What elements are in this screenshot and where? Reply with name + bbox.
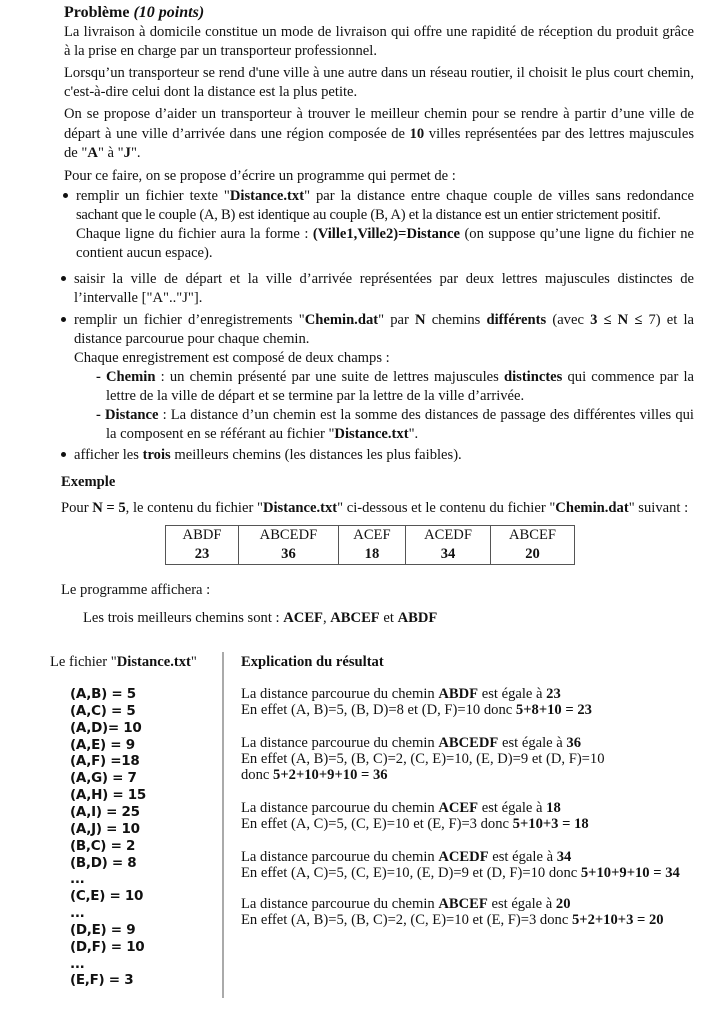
field-name: Chemin [106,369,156,385]
explanation-detail [241,865,680,881]
text: est égale à [487,896,556,912]
explanation-summary [241,735,581,751]
bullet-icon [61,276,66,281]
emphasis: distinctes [503,369,563,385]
field-distance-line1 [96,406,694,424]
ellipsis-line: ... [70,905,85,922]
ellipsis-line: ... [70,955,85,972]
text: et [379,610,398,626]
explanation-heading: Explication du résultat [241,654,384,670]
output-line [83,609,437,627]
distance-line: (B,D) = 8 [70,854,137,871]
distance-line: (A,G) = 7 [70,770,137,787]
text: est égale à [478,686,547,702]
text: afficher les [74,447,143,463]
sum-formula: 5+2+10+3 = 20 [571,912,664,928]
table-row [166,526,575,565]
best-path-3: ABDF [397,610,438,626]
filename: Chemin.dat [304,312,379,328]
text: est égale à [498,735,567,751]
table-cell [406,526,491,565]
text: qui commence par la [562,369,694,385]
distance-line: (A,F) =18 [70,753,140,770]
table-cell [338,526,405,565]
path-name: ACEDF [438,849,489,865]
text: Chaque ligne du fichier aura la forme : [76,226,313,242]
bullet3-line2: distance parcourue pour chaque chemin. [74,331,310,347]
chemin-value: ACEF [353,527,391,543]
explanation-summary [241,896,570,912]
intro-p2-line1: Lorsqu’un transporteur se rend d'une ville à une autre dans un réseau routier, il choisit le plus court chemin, [64,65,694,81]
filename: Distance.txt [116,654,191,670]
chemin-value: ABCEDF [259,527,318,543]
distance-value: 18 [364,546,380,562]
explanation-summary [241,800,561,816]
bullet4-line1 [74,446,462,464]
text: La distance parcourue du chemin [241,849,439,865]
example-intro [61,499,688,517]
line-format: (Ville1,Ville2)=Distance [312,226,460,242]
city-count: 10 [409,126,425,142]
column-divider [222,652,224,998]
distance-line: (A,I) = 25 [70,803,140,820]
distance-line: (A,D)= 10 [70,719,142,736]
explanation-summary [241,849,571,865]
text: départ à une ville d’arrivée dans une région composée de [64,126,410,142]
text: 7) et la [642,312,695,328]
sum-formula: 5+10+3 = 18 [512,816,589,832]
problem-title [64,4,204,22]
filename: Distance.txt [262,500,338,516]
distance-line: (D,F) = 10 [70,938,145,955]
distance-value: 36 [281,546,296,562]
chemin-table [165,525,575,565]
path-total: 34 [556,849,572,865]
bullet2-line1: saisir la ville de départ et la ville d’arrivée représentées par deux lettres majuscules distinctes de [74,271,694,287]
distance-line: (A,E) = 9 [70,736,135,753]
path-total: 18 [546,800,561,816]
letter-a: A [87,145,98,161]
path-name: ACEF [438,800,479,816]
text: " suivant : [628,500,689,516]
text: La distance parcourue du chemin [241,800,439,816]
bullet3-line3: Chaque enregistrement est composé de deux champs : [74,350,390,366]
text: meilleurs chemins (les distances les plus faibles). [170,447,462,463]
text: ". [408,426,419,442]
explanation-detail [241,767,388,783]
intro-p3-line2 [64,125,694,143]
sum-formula: 5+10+9+10 = 34 [580,865,680,881]
n-value: N = 5 [92,500,126,516]
path-total: 23 [546,686,561,702]
intro-p4: Pour ce faire, on se propose d’écrire un programme qui permet de : [64,168,456,184]
distance-value: 23 [194,546,210,562]
chemin-value: ABDF [182,527,222,543]
distance-value: 34 [440,546,456,562]
text: La distance parcourue du chemin [241,735,439,751]
bullet-icon [61,452,66,457]
explanation-summary [241,686,561,702]
text: " par [378,312,415,328]
text: , le contenu du fichier " [125,500,263,516]
path-total: 36 [566,735,582,751]
path-name: ABDF [438,686,479,702]
bullet2-line2: l’intervalle ["A".."J"]. [74,290,203,306]
bullet1-line1 [76,187,694,205]
text: La distance parcourue du chemin [241,686,439,702]
detail-text: En effet (A, C)=5, (C, E)=10, (E, D)=9 et (D, F)=10 donc [241,865,581,881]
field-distance-line2 [106,425,418,443]
chemin-value: ACEDF [424,527,472,543]
intro-p1-line1: La livraison à domicile constitue un mode de livraison qui offre une rapidité de réception du produit grâce [64,24,694,40]
example-heading: Exemple [61,474,116,490]
text: la composent en se référant au fichier " [106,426,335,442]
distance-line: (A,C) = 5 [70,702,136,719]
text: remplir un fichier texte " [76,188,230,204]
distance-line: (B,C) = 2 [70,837,136,854]
text: " [190,654,197,670]
field-chemin-line2: lettre de la ville de départ et se termine par la lettre de la ville d’arrivée. [106,388,525,404]
field-name: Distance [104,407,159,423]
detail-text: En effet (A, C)=5, (C, E)=10 et (E, F)=3 donc [241,816,513,832]
distance-line: (A,B) = 5 [70,686,136,702]
text: La distance parcourue du chemin [241,896,439,912]
text: remplir un fichier d’enregistrements " [74,312,305,328]
text: chemins [425,312,487,328]
explanation-detail [241,816,589,832]
emphasis: différents [486,312,547,328]
title-label: Problème [64,4,130,21]
text: " à " [97,145,124,161]
bullet1-line3 [76,225,694,243]
bullet-icon [61,317,66,322]
text: (on suppose qu’une ligne du fichier ne [459,226,695,242]
emphasis: trois [142,447,171,463]
explanation-detail [241,702,592,718]
path-total: 20 [555,896,571,912]
intro-p2-line2: c'est-à-dire celui dont la distance est la plus petite. [64,84,358,100]
intro-p3-line1: On se propose d’aider un transporteur à trouver le meilleur chemin pour se rendre à partir d’une ville de [64,106,694,122]
text: ". [130,145,141,161]
distance-value: 20 [525,546,540,562]
table-cell [166,526,239,565]
sum-formula: 5+2+10+9+10 = 36 [273,767,388,783]
explanation-detail [241,912,664,928]
sum-formula: 5+8+10 = 23 [515,702,592,718]
text: Pour [61,500,93,516]
filename: Distance.txt [334,426,409,442]
bullet3-line1 [74,311,694,329]
field-chemin-line1 [96,368,694,386]
intro-p1-line2: à la prise en charge par un transporteur professionnel. [64,43,377,59]
text: Les trois meilleurs chemins sont : [83,610,284,626]
title-points: (10 points) [133,4,205,21]
text: est égale à [478,800,547,816]
distance-file-heading [50,653,197,671]
distance-line: (E,F) = 3 [70,972,134,989]
dash: - [96,407,105,423]
output-label: Le programme affichera : [61,582,211,598]
distance-line: (C,E) = 10 [70,888,144,905]
table-cell [239,526,339,565]
text: est égale à [488,849,557,865]
filename: Distance.txt [229,188,305,204]
path-name: ABCEF [438,896,488,912]
text: villes représentées par des lettres majuscules [424,126,695,142]
distance-line: (A,H) = 15 [70,787,146,804]
constraint: 3 ≤ N ≤ [590,312,643,328]
text: : un chemin présenté par une suite de lettres majuscules [155,369,504,385]
text: (avec [546,312,591,328]
detail-text: En effet (A, B)=5, (B, C)=2, (C, E)=10 et (E, F)=3 donc [241,912,572,928]
detail-text: En effet (A, B)=5, (B, D)=8 et (D, F)=10 donc [241,702,516,718]
bullet1-line4: contient aucun espace). [76,245,213,261]
text: de " [64,145,88,161]
explanation-detail [241,751,605,767]
best-path-2: ABCEF [330,610,380,626]
text: : La distance d’un chemin est la somme des distances de passage des différentes villes qui [158,407,694,423]
text: " ci-dessous et le contenu du fichier " [337,500,556,516]
text: " par la distance entre chaque couple de villes sans redondance [304,188,695,204]
detail-text: En effet (A, B)=5, (B, C)=2, (C, E)=10, (E, D)=9 et (D, F)=10 [241,751,605,767]
path-name: ABCEDF [438,735,499,751]
bullet-icon [63,193,68,198]
dash: - [96,369,107,385]
best-path-1: ACEF [283,610,323,626]
var-n: N [415,312,426,328]
distance-line: (D,E) = 9 [70,921,136,938]
chemin-value: ABCEF [508,527,557,543]
letter-j: J [123,145,131,161]
text: Le fichier " [50,654,117,670]
text: , [322,610,331,626]
text: donc [241,767,274,783]
filename: Chemin.dat [555,500,629,516]
table-cell [491,526,575,565]
bullet1-line2: sachant que le couple (A, B) est identique au couple (B, A) et la distance est un entier strictement positif. [76,207,661,223]
ellipsis-line: ... [70,871,85,888]
intro-p3-line3 [64,144,141,162]
distance-line: (A,J) = 10 [70,820,140,837]
